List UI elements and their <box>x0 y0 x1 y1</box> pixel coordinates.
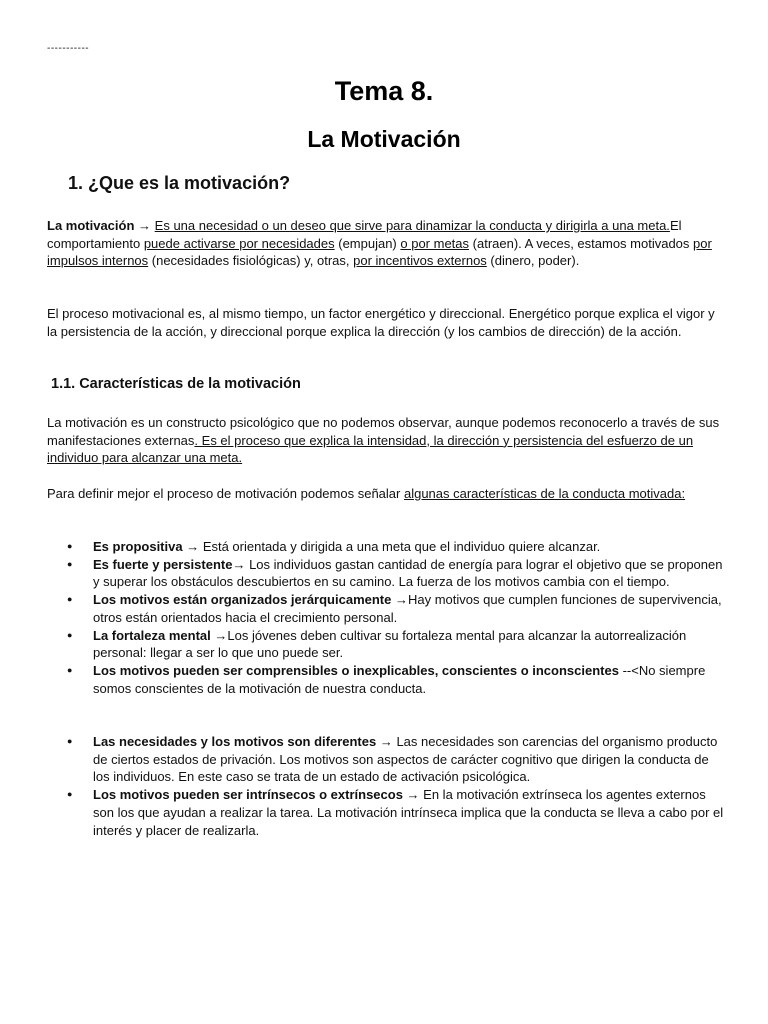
section-heading-1-1: 1.1. Características de la motivación <box>51 376 301 392</box>
list-item <box>67 627 727 662</box>
arrow-icon: → <box>376 734 397 749</box>
list-item-text <box>93 786 727 839</box>
list-item <box>67 591 727 626</box>
list-item-text <box>93 538 727 556</box>
characteristics-list-continued <box>67 733 727 839</box>
characteristics-list <box>67 538 727 697</box>
list-item <box>67 538 727 556</box>
bullet-icon: ● <box>67 789 73 800</box>
list-item-text <box>93 733 727 786</box>
underlined-text: o por metas <box>400 235 470 251</box>
list-item-description: En la motivación extrínseca los agentes externos son los que ayudan a realizar la tarea. La motivación intrínseca implica que la conducta se lleva a cabo por el interés y placer de realizarla. <box>93 787 724 838</box>
term-label: La motivación <box>47 218 135 233</box>
list-item <box>67 733 727 786</box>
bullet-icon: ● <box>67 736 73 746</box>
paragraph-characteristics-intro <box>47 485 727 503</box>
arrow-icon: → <box>210 627 228 643</box>
definition-text: Es una necesidad o un deseo que sirve para dinamizar la conducta y dirigirla a una meta. <box>154 218 670 233</box>
list-item-description: Hay motivos que cumplen funciones de supervivencia, otros están orientados hacia el crecimiento personal. <box>93 592 722 625</box>
bullet-icon: ● <box>67 629 73 640</box>
bullet-icon: ● <box>67 594 73 605</box>
list-item-text <box>93 556 727 591</box>
header-dashes: ----------- <box>47 43 90 54</box>
bullet-icon: ● <box>67 664 73 675</box>
arrow-icon: → <box>402 787 424 803</box>
list-item-description: Los individuos gastan cantidad de energía para lograr el objetivo que se proponen y superar los obstáculos descubiertos en su camino. La fuerza de los motivos cambia con el tiempo. <box>93 556 723 590</box>
underlined-text: puede activarse por necesidades <box>143 235 335 251</box>
bullet-icon: ● <box>67 558 73 569</box>
arrow-icon: → <box>232 556 250 572</box>
list-item-title: La fortaleza mental <box>93 627 211 643</box>
list-item-description: No siempre somos conscientes de la motivación de nuestra conducta. <box>93 662 706 696</box>
underlined-text: . Es el proceso que explica la intensidad, la dirección y persistencia del esfuerzo de un individuo para alcanzar una meta. <box>47 432 694 466</box>
text-run: Para definir mejor el proceso de motivación podemos señalar <box>47 486 404 501</box>
list-item-description: Está orientada y dirigida a una meta que el individuo quiere alcanzar. <box>202 539 601 554</box>
arrow-icon: → <box>138 218 152 233</box>
list-item-description: Las necesidades son carencias del organismo producto de ciertos estados de privación. Los motivos son aspectos de carácter cognitivo que dirigen la conducta de los individuos. En este caso se trata de un estado de activación psicológica. <box>93 734 718 785</box>
list-item-title: Es propositiva <box>93 539 183 554</box>
paragraph-definition <box>47 217 727 270</box>
arrow-icon: → <box>182 539 203 554</box>
list-item-title: Los motivos están organizados jerárquicamente <box>93 592 392 608</box>
list-item <box>67 556 727 591</box>
list-item-title: Los motivos pueden ser comprensibles o inexplicables, conscientes o inconscientes <box>93 662 619 678</box>
list-item-text <box>93 662 727 697</box>
document-title: Tema 8. <box>334 76 434 106</box>
list-item-title: Los motivos pueden ser intrínsecos o extrínsecos <box>93 787 403 803</box>
list-item <box>67 786 727 839</box>
list-item-text <box>93 627 727 662</box>
text-run: (atraen). A veces, estamos motivados <box>469 235 694 251</box>
underlined-text: algunas características de la conducta motivada: <box>403 486 686 501</box>
document-subtitle: La Motivación <box>307 126 461 152</box>
arrow-icon: → <box>391 592 408 608</box>
paragraph-process: El proceso motivacional es, al mismo tiempo, un factor energético y direccional. Energético porque explica el vigor y la persistencia de la acción, y direccional porque explica la dirección (y los cambios de dirección) de la acción. <box>47 306 715 339</box>
text-run: (necesidades fisiológicas) y, otras, <box>148 253 354 269</box>
text-run: La motivación es un constructo psicológico que no podemos observar, aunque podemos reconocerlo a través de sus manifestaciones externas <box>47 415 720 448</box>
list-item-title: Es fuerte y persistente <box>93 556 233 572</box>
text-run: El comportamiento <box>47 218 682 251</box>
section-heading-1: 1. ¿Que es la motivación? <box>68 173 291 193</box>
list-item <box>67 662 727 697</box>
text-run: (dinero, poder). <box>486 253 580 269</box>
underlined-text: por impulsos internos <box>47 235 712 269</box>
list-item-description: Los jóvenes deben cultivar su fortaleza mental para alcanzar la autorrealización personal: llegar a ser lo que uno puede ser. <box>93 627 687 661</box>
arrow-icon: --< <box>618 662 639 678</box>
list-item-text <box>93 591 727 626</box>
bullet-icon: ● <box>67 541 73 551</box>
paragraph-construct <box>47 414 727 467</box>
list-item-title: Las necesidades y los motivos son diferentes <box>93 734 377 749</box>
text-run: (empujan) <box>334 235 401 251</box>
underlined-text: por incentivos externos <box>353 253 487 269</box>
